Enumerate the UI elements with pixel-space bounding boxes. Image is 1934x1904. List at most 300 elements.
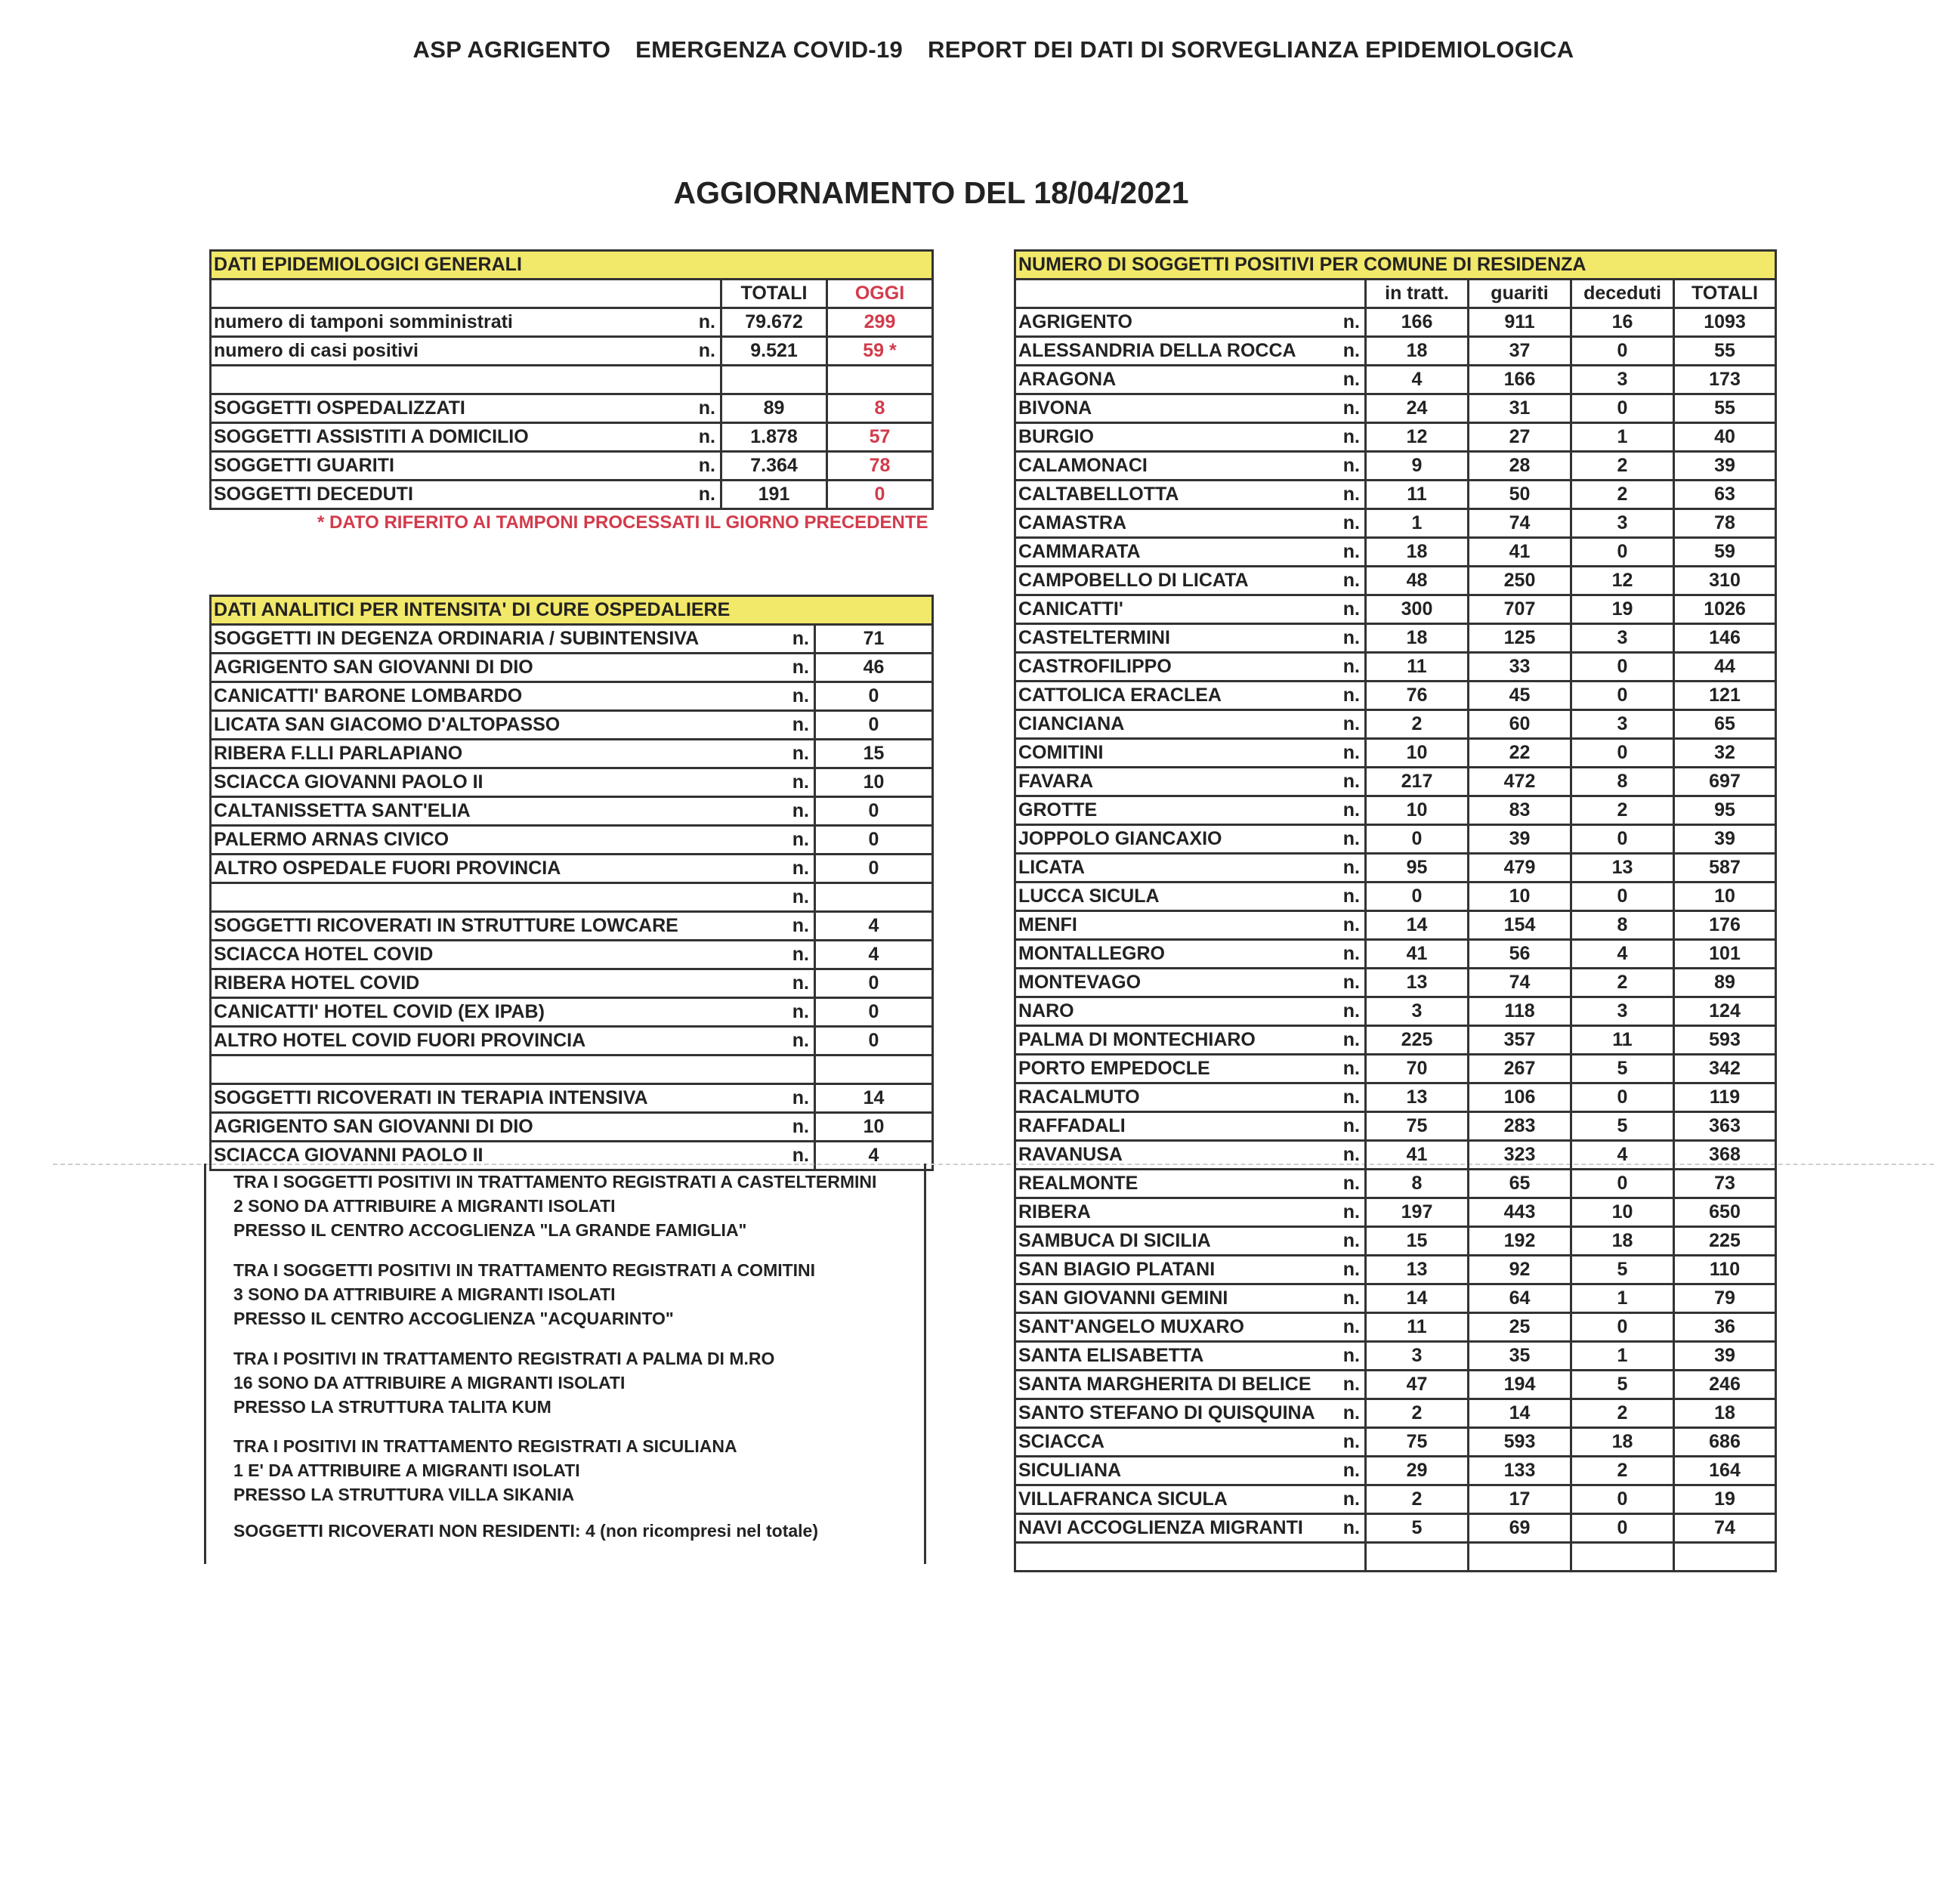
- header-report: REPORT DEI DATI DI SORVEGLIANZA EPIDEMIOLOGICA: [928, 36, 1574, 63]
- table-row: [211, 797, 933, 826]
- comune-name: VILLAFRANCA SICULA: [1015, 1485, 1336, 1514]
- comune-name: SANTO STEFANO DI QUISQUINA: [1015, 1399, 1336, 1428]
- deceduti: 3: [1571, 997, 1674, 1026]
- in-tratt: 18: [1366, 624, 1469, 653]
- comune-name: FAVARA: [1015, 768, 1336, 796]
- table-row: [1015, 768, 1776, 796]
- comune-name: SICULIANA: [1015, 1457, 1336, 1485]
- row-unit: n.: [694, 481, 721, 509]
- row-unit: n.: [770, 654, 815, 682]
- comune-name: SANTA MARGHERITA DI BELICE: [1015, 1371, 1336, 1399]
- deceduti: 0: [1571, 394, 1674, 423]
- in-tratt: 225: [1366, 1026, 1469, 1055]
- row-unit: n.: [1336, 911, 1366, 940]
- table-row: [1015, 1485, 1776, 1514]
- deceduti: 3: [1571, 624, 1674, 653]
- row-value: 0: [815, 998, 933, 1027]
- deceduti: 0: [1571, 653, 1674, 682]
- table-row: [1015, 1399, 1776, 1428]
- deceduti: 19: [1571, 595, 1674, 624]
- table-row: [1015, 911, 1776, 940]
- update-title: AGGIORNAMENTO DEL 18/04/2021: [673, 175, 1189, 210]
- table-row: [1015, 1227, 1776, 1256]
- row-unit: [1336, 1543, 1366, 1572]
- deceduti: 13: [1571, 854, 1674, 882]
- in-tratt: 14: [1366, 911, 1469, 940]
- row-label: numero di tamponi somministrati: [211, 308, 694, 337]
- deceduti: 2: [1571, 1399, 1674, 1428]
- row-unit: n.: [770, 1084, 815, 1113]
- comune-name: COMITINI: [1015, 739, 1336, 768]
- table-row: [1015, 825, 1776, 854]
- in-tratt: 1: [1366, 509, 1469, 538]
- guariti: 250: [1469, 567, 1571, 595]
- row-totale: 9.521: [721, 337, 827, 366]
- comune-name: CAMASTRA: [1015, 509, 1336, 538]
- deceduti: 12: [1571, 567, 1674, 595]
- row-label: [211, 883, 770, 912]
- in-tratt: 70: [1366, 1055, 1469, 1083]
- comune-name: SANT'ANGELO MUXARO: [1015, 1313, 1336, 1342]
- guariti: 707: [1469, 595, 1571, 624]
- col-oggi: OGGI: [827, 280, 933, 308]
- totali: 78: [1674, 509, 1776, 538]
- comune-name: SANTA ELISABETTA: [1015, 1342, 1336, 1371]
- guariti: 39: [1469, 825, 1571, 854]
- row-unit: n.: [770, 998, 815, 1027]
- deceduti: 8: [1571, 911, 1674, 940]
- row-unit: n.: [694, 337, 721, 366]
- in-tratt: 18: [1366, 538, 1469, 567]
- muni-title: NUMERO DI SOGGETTI POSITIVI PER COMUNE DI RESIDENZA: [1015, 251, 1776, 280]
- in-tratt: 11: [1366, 481, 1469, 509]
- row-oggi: 59 *: [827, 337, 933, 366]
- comune-name: AGRIGENTO: [1015, 308, 1336, 337]
- table-row: [211, 1027, 933, 1056]
- table-row: [211, 826, 933, 855]
- comune-name: PORTO EMPEDOCLE: [1015, 1055, 1336, 1083]
- deceduti: 0: [1571, 1313, 1674, 1342]
- in-tratt: 5: [1366, 1514, 1469, 1543]
- in-tratt: 166: [1366, 308, 1469, 337]
- guariti: [1469, 1543, 1571, 1572]
- row-label: [211, 1056, 770, 1084]
- note-line: PRESSO LA STRUTTURA VILLA SIKANIA: [233, 1485, 575, 1504]
- general-footnote: * DATO RIFERITO AI TAMPONI PROCESSATI IL GIORNO PRECEDENTE: [317, 512, 928, 533]
- table-row: [1015, 969, 1776, 997]
- totali: 650: [1674, 1198, 1776, 1227]
- row-value: 0: [815, 797, 933, 826]
- comune-name: MENFI: [1015, 911, 1336, 940]
- guariti: 74: [1469, 969, 1571, 997]
- in-tratt: 24: [1366, 394, 1469, 423]
- row-unit: n.: [770, 969, 815, 998]
- guariti: 45: [1469, 682, 1571, 710]
- table-row: [1015, 940, 1776, 969]
- in-tratt: 15: [1366, 1227, 1469, 1256]
- table-row: [1015, 739, 1776, 768]
- row-label: SOGGETTI OSPEDALIZZATI: [211, 394, 694, 423]
- note-block: [233, 1170, 876, 1242]
- note-line: SOGGETTI RICOVERATI NON RESIDENTI: 4 (non ricompresi nel totale): [233, 1521, 818, 1541]
- totali: 1026: [1674, 595, 1776, 624]
- table-row: [1015, 595, 1776, 624]
- deceduti: 5: [1571, 1256, 1674, 1284]
- row-unit: n.: [770, 768, 815, 797]
- totali: 39: [1674, 1342, 1776, 1371]
- row-unit: n.: [1336, 997, 1366, 1026]
- row-label: SOGGETTI RICOVERATI IN STRUTTURE LOWCARE: [211, 912, 770, 941]
- note-block: [233, 1519, 818, 1543]
- note-line: TRA I SOGGETTI POSITIVI IN TRATTAMENTO REGISTRATI A CASTELTERMINI: [233, 1172, 877, 1192]
- deceduti: 0: [1571, 825, 1674, 854]
- deceduti: 2: [1571, 452, 1674, 481]
- table-row: [1015, 1543, 1776, 1572]
- row-label: ALTRO OSPEDALE FUORI PROVINCIA: [211, 855, 770, 883]
- guariti: 64: [1469, 1284, 1571, 1313]
- row-label: LICATA SAN GIACOMO D'ALTOPASSO: [211, 711, 770, 740]
- totali: 342: [1674, 1055, 1776, 1083]
- guariti: 166: [1469, 366, 1571, 394]
- in-tratt: 4: [1366, 366, 1469, 394]
- in-tratt: 2: [1366, 1399, 1469, 1428]
- row-value: 15: [815, 740, 933, 768]
- table-row: [211, 711, 933, 740]
- in-tratt: 300: [1366, 595, 1469, 624]
- row-unit: n.: [1336, 452, 1366, 481]
- totali: 686: [1674, 1428, 1776, 1457]
- row-unit: n.: [1336, 1399, 1366, 1428]
- comune-name: RIBERA: [1015, 1198, 1336, 1227]
- row-unit: n.: [770, 1027, 815, 1056]
- row-unit: n.: [1336, 567, 1366, 595]
- table-row: [1015, 337, 1776, 366]
- general-blank-header: [211, 280, 721, 308]
- row-label: SOGGETTI DECEDUTI: [211, 481, 694, 509]
- totali: 1093: [1674, 308, 1776, 337]
- deceduti: 1: [1571, 1284, 1674, 1313]
- hospital-title: DATI ANALITICI PER INTENSITA' DI CURE OSPEDALIERE: [211, 596, 933, 625]
- row-unit: n.: [1336, 1284, 1366, 1313]
- general-title: DATI EPIDEMIOLOGICI GENERALI: [211, 251, 933, 280]
- table-row: [211, 912, 933, 941]
- guariti: 35: [1469, 1342, 1571, 1371]
- row-unit: n.: [770, 711, 815, 740]
- col-totali: TOTALI: [721, 280, 827, 308]
- row-unit: [770, 1056, 815, 1084]
- table-row: [211, 394, 933, 423]
- table-row: [1015, 1256, 1776, 1284]
- totali: 40: [1674, 423, 1776, 452]
- note-line: PRESSO IL CENTRO ACCOGLIENZA "LA GRANDE FAMIGLIA": [233, 1220, 747, 1240]
- totali: 10: [1674, 882, 1776, 911]
- row-value: 4: [815, 941, 933, 969]
- row-unit: n.: [1336, 854, 1366, 882]
- table-row: [211, 1084, 933, 1113]
- note-line: TRA I POSITIVI IN TRATTAMENTO REGISTRATI A PALMA DI M.RO: [233, 1349, 775, 1368]
- col-totali: TOTALI: [1674, 280, 1776, 308]
- row-unit: n.: [1336, 1141, 1366, 1170]
- in-tratt: 197: [1366, 1198, 1469, 1227]
- guariti: 33: [1469, 653, 1571, 682]
- row-value: 0: [815, 1027, 933, 1056]
- deceduti: 2: [1571, 796, 1674, 825]
- deceduti: 2: [1571, 1457, 1674, 1485]
- in-tratt: 8: [1366, 1170, 1469, 1198]
- table-row: [1015, 452, 1776, 481]
- guariti: 27: [1469, 423, 1571, 452]
- row-unit: n.: [1336, 825, 1366, 854]
- row-oggi: 78: [827, 452, 933, 481]
- table-row: [211, 998, 933, 1027]
- comune-name: SAN BIAGIO PLATANI: [1015, 1256, 1336, 1284]
- comune-name: CAMMARATA: [1015, 538, 1336, 567]
- comune-name: CALAMONACI: [1015, 452, 1336, 481]
- row-unit: n.: [1336, 940, 1366, 969]
- row-value: 4: [815, 912, 933, 941]
- table-row: [211, 452, 933, 481]
- guariti: 472: [1469, 768, 1571, 796]
- guariti: 74: [1469, 509, 1571, 538]
- table-row: [211, 308, 933, 337]
- comune-name: LUCCA SICULA: [1015, 882, 1336, 911]
- municipalities-table: [1014, 249, 1777, 1572]
- row-totale: 89: [721, 394, 827, 423]
- in-tratt: 41: [1366, 940, 1469, 969]
- row-unit: n.: [770, 1142, 815, 1170]
- table-row: [211, 969, 933, 998]
- totali: 19: [1674, 1485, 1776, 1514]
- row-unit: n.: [694, 452, 721, 481]
- guariti: 50: [1469, 481, 1571, 509]
- in-tratt: 13: [1366, 1083, 1469, 1112]
- row-unit: n.: [1336, 1198, 1366, 1227]
- in-tratt: 75: [1366, 1112, 1469, 1141]
- table-row: [1015, 1428, 1776, 1457]
- row-unit: n.: [1336, 1055, 1366, 1083]
- in-tratt: 75: [1366, 1428, 1469, 1457]
- row-unit: [694, 366, 721, 394]
- table-row: [211, 740, 933, 768]
- deceduti: 16: [1571, 308, 1674, 337]
- table-row: [1015, 682, 1776, 710]
- table-row: [211, 768, 933, 797]
- table-row: [211, 654, 933, 682]
- row-unit: n.: [1336, 308, 1366, 337]
- totali: 101: [1674, 940, 1776, 969]
- table-row: [1015, 1371, 1776, 1399]
- row-value: 46: [815, 654, 933, 682]
- row-label: RIBERA HOTEL COVID: [211, 969, 770, 998]
- totali: 368: [1674, 1141, 1776, 1170]
- row-unit: n.: [694, 394, 721, 423]
- row-label: CANICATTI' HOTEL COVID (EX IPAB): [211, 998, 770, 1027]
- in-tratt: 3: [1366, 1342, 1469, 1371]
- comune-name: LICATA: [1015, 854, 1336, 882]
- guariti: 83: [1469, 796, 1571, 825]
- row-unit: n.: [770, 855, 815, 883]
- deceduti: 5: [1571, 1371, 1674, 1399]
- row-label: AGRIGENTO SAN GIOVANNI DI DIO: [211, 1113, 770, 1142]
- row-unit: n.: [1336, 423, 1366, 452]
- totali: 55: [1674, 394, 1776, 423]
- totali: 65: [1674, 710, 1776, 739]
- deceduti: 1: [1571, 423, 1674, 452]
- row-totale: 79.672: [721, 308, 827, 337]
- totali: 146: [1674, 624, 1776, 653]
- deceduti: 11: [1571, 1026, 1674, 1055]
- totali: 124: [1674, 997, 1776, 1026]
- comune-name: ALESSANDRIA DELLA ROCCA: [1015, 337, 1336, 366]
- row-unit: n.: [1336, 624, 1366, 653]
- totali: 44: [1674, 653, 1776, 682]
- row-unit: n.: [770, 912, 815, 941]
- row-unit: n.: [770, 740, 815, 768]
- guariti: 911: [1469, 308, 1571, 337]
- row-unit: n.: [1336, 882, 1366, 911]
- table-row: [1015, 1514, 1776, 1543]
- note-line: 16 SONO DA ATTRIBUIRE A MIGRANTI ISOLATI: [233, 1373, 626, 1392]
- deceduti: 0: [1571, 682, 1674, 710]
- table-row: [211, 883, 933, 912]
- totali: 225: [1674, 1227, 1776, 1256]
- row-label: SOGGETTI ASSISTITI A DOMICILIO: [211, 423, 694, 452]
- in-tratt: 0: [1366, 882, 1469, 911]
- deceduti: [1571, 1543, 1674, 1572]
- table-row: [1015, 394, 1776, 423]
- comune-name: GROTTE: [1015, 796, 1336, 825]
- totali: 95: [1674, 796, 1776, 825]
- note-line: TRA I POSITIVI IN TRATTAMENTO REGISTRATI A SICULIANA: [233, 1436, 737, 1456]
- comune-name: NAVI ACCOGLIENZA MIGRANTI: [1015, 1514, 1336, 1543]
- in-tratt: 18: [1366, 337, 1469, 366]
- col-guariti: guariti: [1469, 280, 1571, 308]
- deceduti: 5: [1571, 1112, 1674, 1141]
- row-unit: n.: [1336, 1371, 1366, 1399]
- table-row: [1015, 538, 1776, 567]
- row-unit: n.: [1336, 739, 1366, 768]
- row-label: [211, 366, 694, 394]
- table-row: [1015, 710, 1776, 739]
- comune-name: NARO: [1015, 997, 1336, 1026]
- row-unit: n.: [1336, 1428, 1366, 1457]
- guariti: 69: [1469, 1514, 1571, 1543]
- comune-name: PALMA DI MONTECHIARO: [1015, 1026, 1336, 1055]
- comune-name: SAMBUCA DI SICILIA: [1015, 1227, 1336, 1256]
- table-row: [211, 625, 933, 654]
- deceduti: 18: [1571, 1428, 1674, 1457]
- row-unit: n.: [1336, 1026, 1366, 1055]
- row-value: 14: [815, 1084, 933, 1113]
- deceduti: 3: [1571, 710, 1674, 739]
- row-unit: n.: [770, 941, 815, 969]
- comune-name: CALTABELLOTTA: [1015, 481, 1336, 509]
- table-row: [211, 1113, 933, 1142]
- table-row: [1015, 1457, 1776, 1485]
- table-row: [211, 855, 933, 883]
- table-row: [1015, 1083, 1776, 1112]
- general-data-table: [209, 249, 934, 510]
- row-unit: n.: [770, 826, 815, 855]
- comune-name: BURGIO: [1015, 423, 1336, 452]
- note-block: [233, 1434, 737, 1507]
- row-oggi: 8: [827, 394, 933, 423]
- row-unit: n.: [1336, 509, 1366, 538]
- row-label: PALERMO ARNAS CIVICO: [211, 826, 770, 855]
- row-label: CALTANISSETTA SANT'ELIA: [211, 797, 770, 826]
- row-unit: n.: [1336, 1457, 1366, 1485]
- row-totale: 7.364: [721, 452, 827, 481]
- muni-title-row: [1015, 251, 1776, 280]
- row-unit: n.: [1336, 1342, 1366, 1371]
- table-row: [1015, 1198, 1776, 1227]
- totali: 55: [1674, 337, 1776, 366]
- guariti: 28: [1469, 452, 1571, 481]
- table-row: [211, 1056, 933, 1084]
- totali: 79: [1674, 1284, 1776, 1313]
- guariti: 31: [1469, 394, 1571, 423]
- deceduti: 0: [1571, 1170, 1674, 1198]
- row-oggi: 57: [827, 423, 933, 452]
- in-tratt: 76: [1366, 682, 1469, 710]
- table-row: [211, 941, 933, 969]
- row-label: CANICATTI' BARONE LOMBARDO: [211, 682, 770, 711]
- guariti: 17: [1469, 1485, 1571, 1514]
- table-row: [211, 337, 933, 366]
- row-value: 0: [815, 711, 933, 740]
- row-value: 10: [815, 768, 933, 797]
- comune-name: MONTALLEGRO: [1015, 940, 1336, 969]
- guariti: 194: [1469, 1371, 1571, 1399]
- deceduti: 0: [1571, 1083, 1674, 1112]
- row-totale: 191: [721, 481, 827, 509]
- guariti: 479: [1469, 854, 1571, 882]
- guariti: 118: [1469, 997, 1571, 1026]
- row-totale: [721, 366, 827, 394]
- deceduti: 8: [1571, 768, 1674, 796]
- row-unit: n.: [1336, 337, 1366, 366]
- row-label: SCIACCA GIOVANNI PAOLO II: [211, 1142, 770, 1170]
- in-tratt: 13: [1366, 1256, 1469, 1284]
- row-unit: n.: [1336, 481, 1366, 509]
- in-tratt: 48: [1366, 567, 1469, 595]
- deceduti: 0: [1571, 739, 1674, 768]
- guariti: 65: [1469, 1170, 1571, 1198]
- row-oggi: 0: [827, 481, 933, 509]
- row-label: SOGGETTI IN DEGENZA ORDINARIA / SUBINTENSIVA: [211, 625, 770, 654]
- in-tratt: 47: [1366, 1371, 1469, 1399]
- table-row: [1015, 624, 1776, 653]
- row-value: [815, 883, 933, 912]
- row-unit: n.: [1336, 1514, 1366, 1543]
- comune-name: CANICATTI': [1015, 595, 1336, 624]
- deceduti: 18: [1571, 1227, 1674, 1256]
- hospital-title-row: [211, 596, 933, 625]
- in-tratt: 12: [1366, 423, 1469, 452]
- row-value: 71: [815, 625, 933, 654]
- comune-name: SCIACCA: [1015, 1428, 1336, 1457]
- row-unit: n.: [694, 308, 721, 337]
- totali: 39: [1674, 825, 1776, 854]
- deceduti: 0: [1571, 882, 1674, 911]
- row-unit: n.: [1336, 595, 1366, 624]
- totali: 39: [1674, 452, 1776, 481]
- in-tratt: 10: [1366, 739, 1469, 768]
- comune-name: RACALMUTO: [1015, 1083, 1336, 1112]
- deceduti: 0: [1571, 337, 1674, 366]
- guariti: 14: [1469, 1399, 1571, 1428]
- deceduti: 1: [1571, 1342, 1674, 1371]
